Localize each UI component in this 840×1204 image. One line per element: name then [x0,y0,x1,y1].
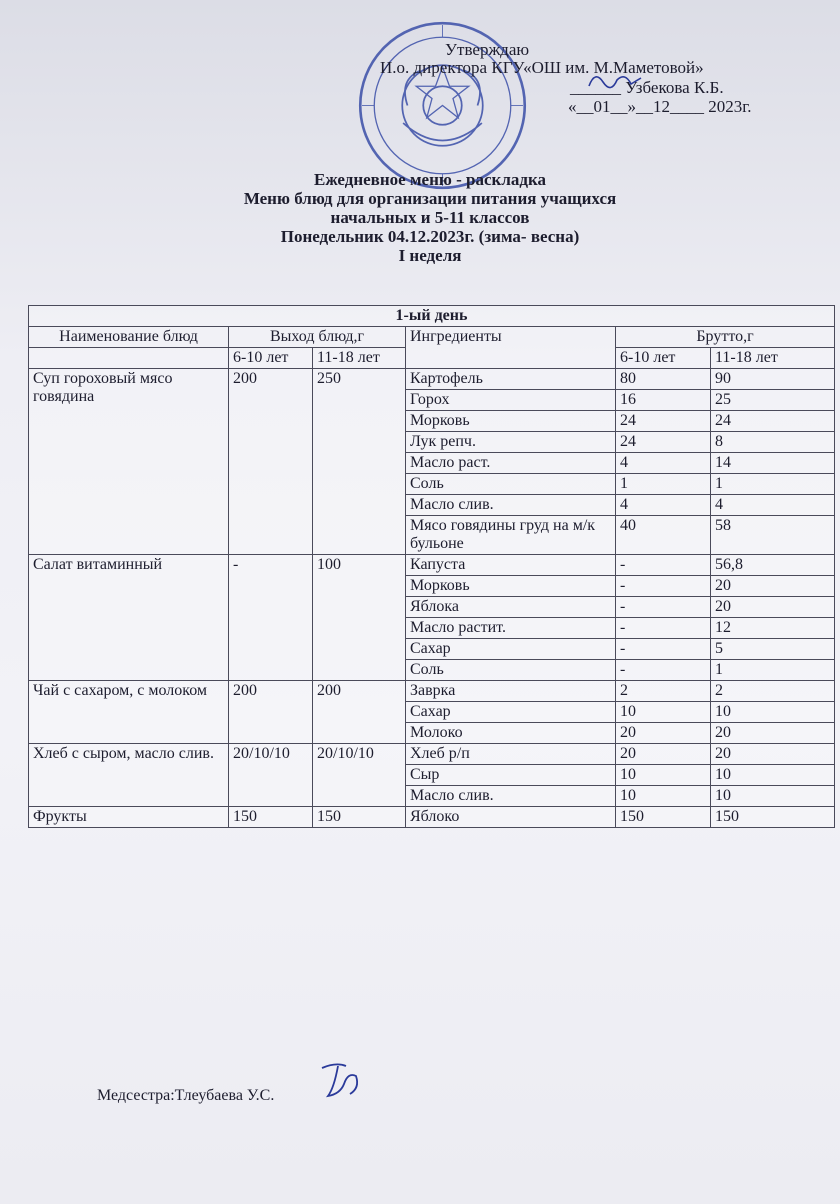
ingredient-name: Соль [406,660,616,681]
ingredient-name: Яблока [406,597,616,618]
gross-age2: 24 [711,411,835,432]
ingredient-name: Масло слив. [406,786,616,807]
header-ingredients: Ингредиенты [406,327,616,369]
approval-line-1: Утверждаю [445,40,530,59]
gross-age1: - [616,639,711,660]
gross-age2: 150 [711,807,835,828]
dish-output-out2: 100 [313,555,406,681]
gross-age2: 10 [711,765,835,786]
ingredient-name: Сыр [406,765,616,786]
gross-age1: 80 [616,369,711,390]
gross-age2: 10 [711,786,835,807]
gross-age1: - [616,618,711,639]
ingredient-name: Горох [406,390,616,411]
gross-age1: 10 [616,765,711,786]
gross-age2: 25 [711,390,835,411]
gross-age2: 56,8 [711,555,835,576]
dish-output-out1: 150 [229,807,313,828]
gross-age2: 20 [711,744,835,765]
ingredient-name: Соль [406,474,616,495]
document-title [100,170,760,265]
title-line-5: I неделя [398,246,462,265]
dish-output-out1: 200 [229,369,313,555]
header-gross-age2: 11-18 лет [711,348,835,369]
table-row [29,807,835,828]
gross-age1: - [616,597,711,618]
gross-age1: 2 [616,681,711,702]
header-output-age1: 6-10 лет [229,348,313,369]
dish-output-out2: 20/10/10 [313,744,406,807]
gross-age2: 2 [711,681,835,702]
ingredient-name: Масло растит. [406,618,616,639]
gross-age1: 16 [616,390,711,411]
table-row [29,369,835,390]
header-dish: Наименование блюд [29,327,229,348]
gross-age2: 20 [711,597,835,618]
gross-age1: 4 [616,495,711,516]
ingredient-name: Капуста [406,555,616,576]
gross-age1: - [616,576,711,597]
dish-name: Салат витаминный [29,555,229,681]
approval-line-3: ______ Узбекова К.Б. [570,78,724,97]
header-gross-age1: 6-10 лет [616,348,711,369]
gross-age2: 20 [711,576,835,597]
gross-age1: - [616,660,711,681]
gross-age2: 1 [711,474,835,495]
gross-age2: 14 [711,453,835,474]
table-row [29,555,835,576]
gross-age1: - [616,555,711,576]
ingredient-name: Лук репч. [406,432,616,453]
dish-name: Фрукты [29,807,229,828]
gross-age2: 5 [711,639,835,660]
gross-age1: 24 [616,432,711,453]
gross-age2: 90 [711,369,835,390]
dish-output-out2: 200 [313,681,406,744]
gross-age1: 20 [616,723,711,744]
ingredient-name: Сахар [406,702,616,723]
gross-age1: 40 [616,516,711,555]
ingredient-name: Мясо говядины груд на м/к бульоне [406,516,616,555]
approval-line-4: «__01__»__12____ 2023г. [568,97,752,116]
title-line-1: Ежедневное меню - раскладка [313,170,546,189]
ingredient-name: Масло раст. [406,453,616,474]
ingredient-name: Молоко [406,723,616,744]
ingredient-name: Картофель [406,369,616,390]
title-line-3: начальных и 5-11 классов [330,208,530,227]
ingredient-name: Сахар [406,639,616,660]
dish-output-out1: - [229,555,313,681]
dish-output-out2: 250 [313,369,406,555]
gross-age1: 150 [616,807,711,828]
header-output-age2: 11-18 лет [313,348,406,369]
table-header-row [29,327,835,348]
gross-age1: 24 [616,411,711,432]
gross-age2: 8 [711,432,835,453]
ingredient-name: Заврка [406,681,616,702]
header-empty [29,348,229,369]
gross-age1: 10 [616,702,711,723]
nurse-signature-line: Медсестра:Тлеубаева У.С. [97,1087,275,1104]
header-gross: Брутто,г [616,327,835,348]
ingredient-name: Морковь [406,411,616,432]
gross-age1: 20 [616,744,711,765]
table-row [29,681,835,702]
table-day-row [29,306,835,327]
gross-age2: 58 [711,516,835,555]
title-line-4: Понедельник 04.12.2023г. (зима- весна) [280,227,580,246]
approval-line-2: И.о. директора КГУ«ОШ им. М.Маметовой» [380,58,704,77]
title-line-2: Меню блюд для организации питания учащихся [243,189,617,208]
ingredient-name: Хлеб р/п [406,744,616,765]
dish-name: Чай с сахаром, с молоком [29,681,229,744]
nurse-signature-icon [316,1058,366,1103]
dish-output-out1: 200 [229,681,313,744]
day-label: 1-ый день [29,306,835,327]
ingredient-name: Яблоко [406,807,616,828]
gross-age2: 10 [711,702,835,723]
ingredient-name: Морковь [406,576,616,597]
gross-age2: 20 [711,723,835,744]
dish-output-out1: 20/10/10 [229,744,313,807]
gross-age1: 10 [616,786,711,807]
menu-table [28,305,835,828]
dish-output-out2: 150 [313,807,406,828]
dish-name: Суп гороховый мясо говядина [29,369,229,555]
gross-age1: 1 [616,474,711,495]
ingredient-name: Масло слив. [406,495,616,516]
gross-age2: 1 [711,660,835,681]
gross-age2: 4 [711,495,835,516]
gross-age2: 12 [711,618,835,639]
header-output: Выход блюд,г [229,327,406,348]
director-signature-icon [585,66,645,96]
dish-name: Хлеб с сыром, масло слив. [29,744,229,807]
table-row [29,744,835,765]
gross-age1: 4 [616,453,711,474]
